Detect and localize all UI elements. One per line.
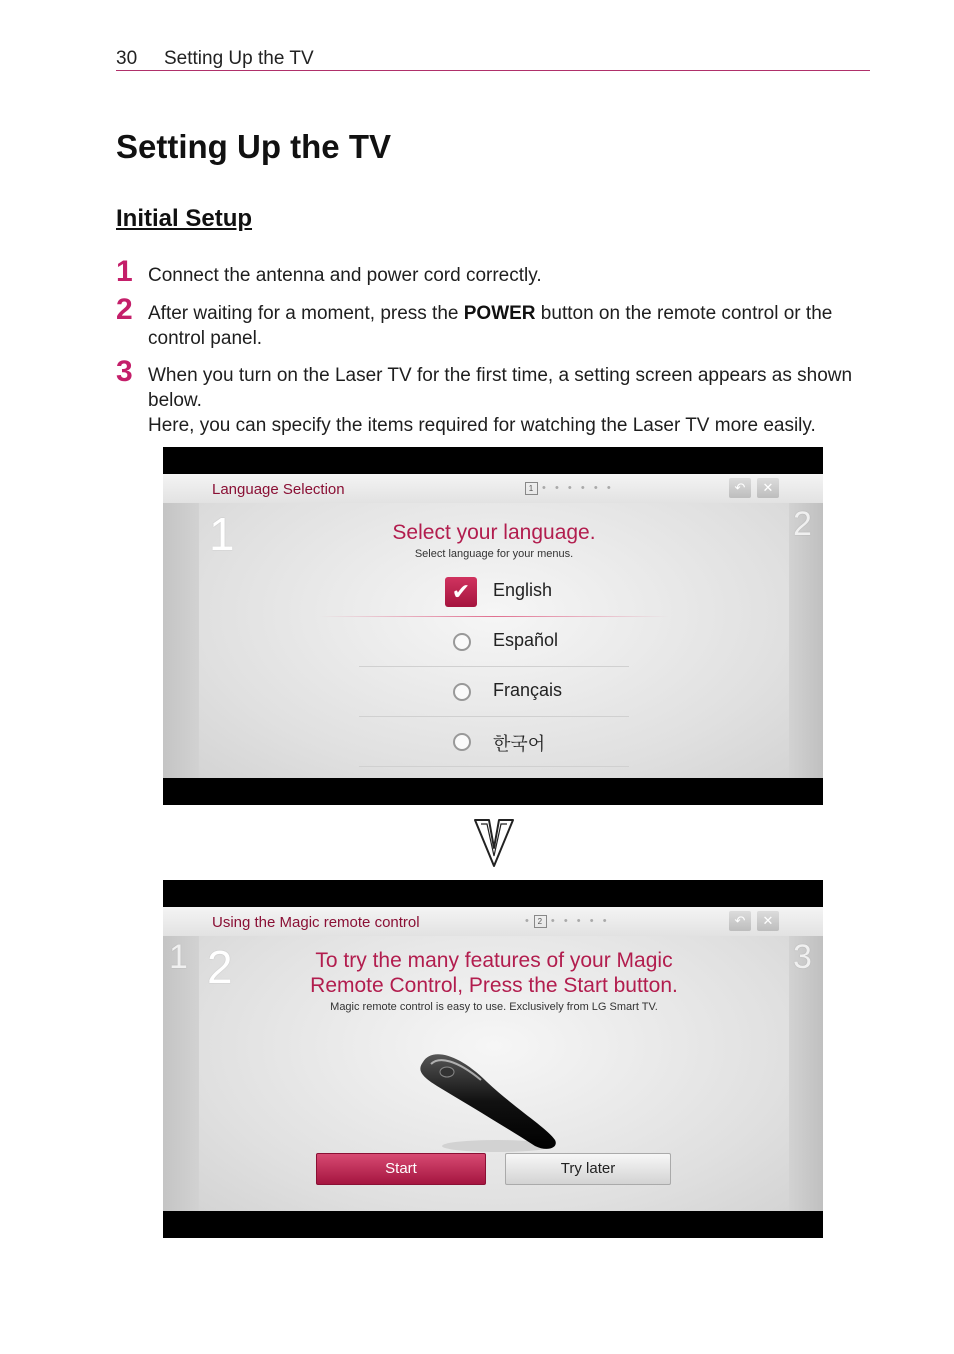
page-number: 30	[116, 48, 138, 69]
page-title: Setting Up the TV	[116, 128, 391, 165]
title-bar	[163, 907, 823, 936]
language-label: Français	[493, 680, 563, 700]
screen-heading	[199, 948, 789, 998]
screen-title: Using the Magic remote control	[212, 914, 420, 931]
row-divider	[359, 766, 629, 767]
step-number: 2	[116, 293, 133, 326]
screen-heading: Select your language.	[392, 521, 596, 544]
back-icon[interactable]: ↶	[729, 478, 751, 498]
step-number-large: 2	[207, 941, 233, 993]
language-option-korean[interactable]	[199, 717, 789, 767]
step-text: Connect the antenna and power cord correctly.	[148, 265, 542, 286]
page-indicator: 1 • • • • • •	[521, 482, 612, 495]
screen-title: Language Selection	[212, 481, 345, 498]
next-step-number: 3	[793, 938, 812, 976]
step-text-line: When you turn on the Laser TV for the first time, a setting screen appears as shown below.	[148, 365, 853, 411]
step-2	[116, 293, 876, 351]
step-1	[116, 255, 876, 288]
bezel-bottom	[163, 778, 823, 805]
back-icon[interactable]: ↶	[729, 911, 751, 931]
radio-icon	[453, 733, 471, 751]
step-number: 1	[116, 255, 133, 288]
try-later-button[interactable]: Try later	[505, 1153, 671, 1185]
radio-icon	[453, 683, 471, 701]
step-text-line: Here, you can specify the items required for watching the Laser TV more easily.	[148, 415, 816, 436]
step-text-part: After waiting for a moment, press the	[148, 303, 464, 324]
language-label: English	[493, 580, 553, 600]
step-text	[148, 301, 876, 351]
title-bar	[163, 474, 823, 503]
tv-screen	[163, 907, 823, 1211]
screen-heading-line: To try the many features of your Magic	[315, 949, 673, 972]
chevron-down-icon	[473, 818, 515, 868]
language-label: 한국어	[493, 734, 546, 754]
side-panel-left	[163, 503, 199, 778]
step-number: 3	[116, 355, 133, 388]
bezel-bottom	[163, 1211, 823, 1238]
prev-step-number: 1	[169, 938, 188, 976]
header-rule	[116, 70, 870, 71]
step-number-large: 1	[209, 508, 235, 560]
language-option-espanol[interactable]	[199, 617, 789, 667]
check-icon: ✔	[445, 577, 477, 607]
current-page-box: 1	[525, 482, 538, 495]
screen-subheading: Select language for your menus.	[414, 548, 574, 560]
tv-screen	[163, 474, 823, 778]
step-3	[116, 355, 876, 438]
step-text-part: button on the remote control or the control panel.	[148, 303, 833, 349]
radio-icon	[453, 633, 471, 651]
step-text	[148, 363, 876, 438]
content-panel	[199, 936, 789, 1211]
screen-subheading: Magic remote control is easy to use. Exclusively from LG Smart TV.	[330, 1001, 658, 1013]
running-title: Setting Up the TV	[164, 48, 314, 69]
section-heading: Initial Setup	[116, 205, 253, 232]
bezel-top	[163, 880, 823, 907]
screen-heading-line: Remote Control, Press the Start button.	[310, 974, 678, 997]
close-icon[interactable]: ✕	[757, 478, 779, 498]
language-option-francais[interactable]	[199, 667, 789, 717]
close-icon[interactable]: ✕	[757, 911, 779, 931]
next-step-number: 2	[793, 505, 812, 543]
bezel-top	[163, 447, 823, 474]
power-keyword: POWER	[463, 303, 536, 324]
language-selection-screenshot	[163, 447, 823, 805]
side-panel-right	[789, 503, 823, 778]
current-page-box: 2	[534, 915, 547, 928]
start-button[interactable]: Start	[316, 1153, 486, 1185]
language-label: Español	[493, 630, 559, 650]
magic-remote-screenshot	[163, 880, 823, 1238]
side-panel-right	[789, 936, 823, 1211]
magic-remote-image	[417, 1048, 567, 1158]
page-indicator: • 2 • • • • •	[525, 915, 608, 927]
side-panel-left	[163, 936, 199, 1211]
language-option-english[interactable]	[199, 567, 789, 617]
